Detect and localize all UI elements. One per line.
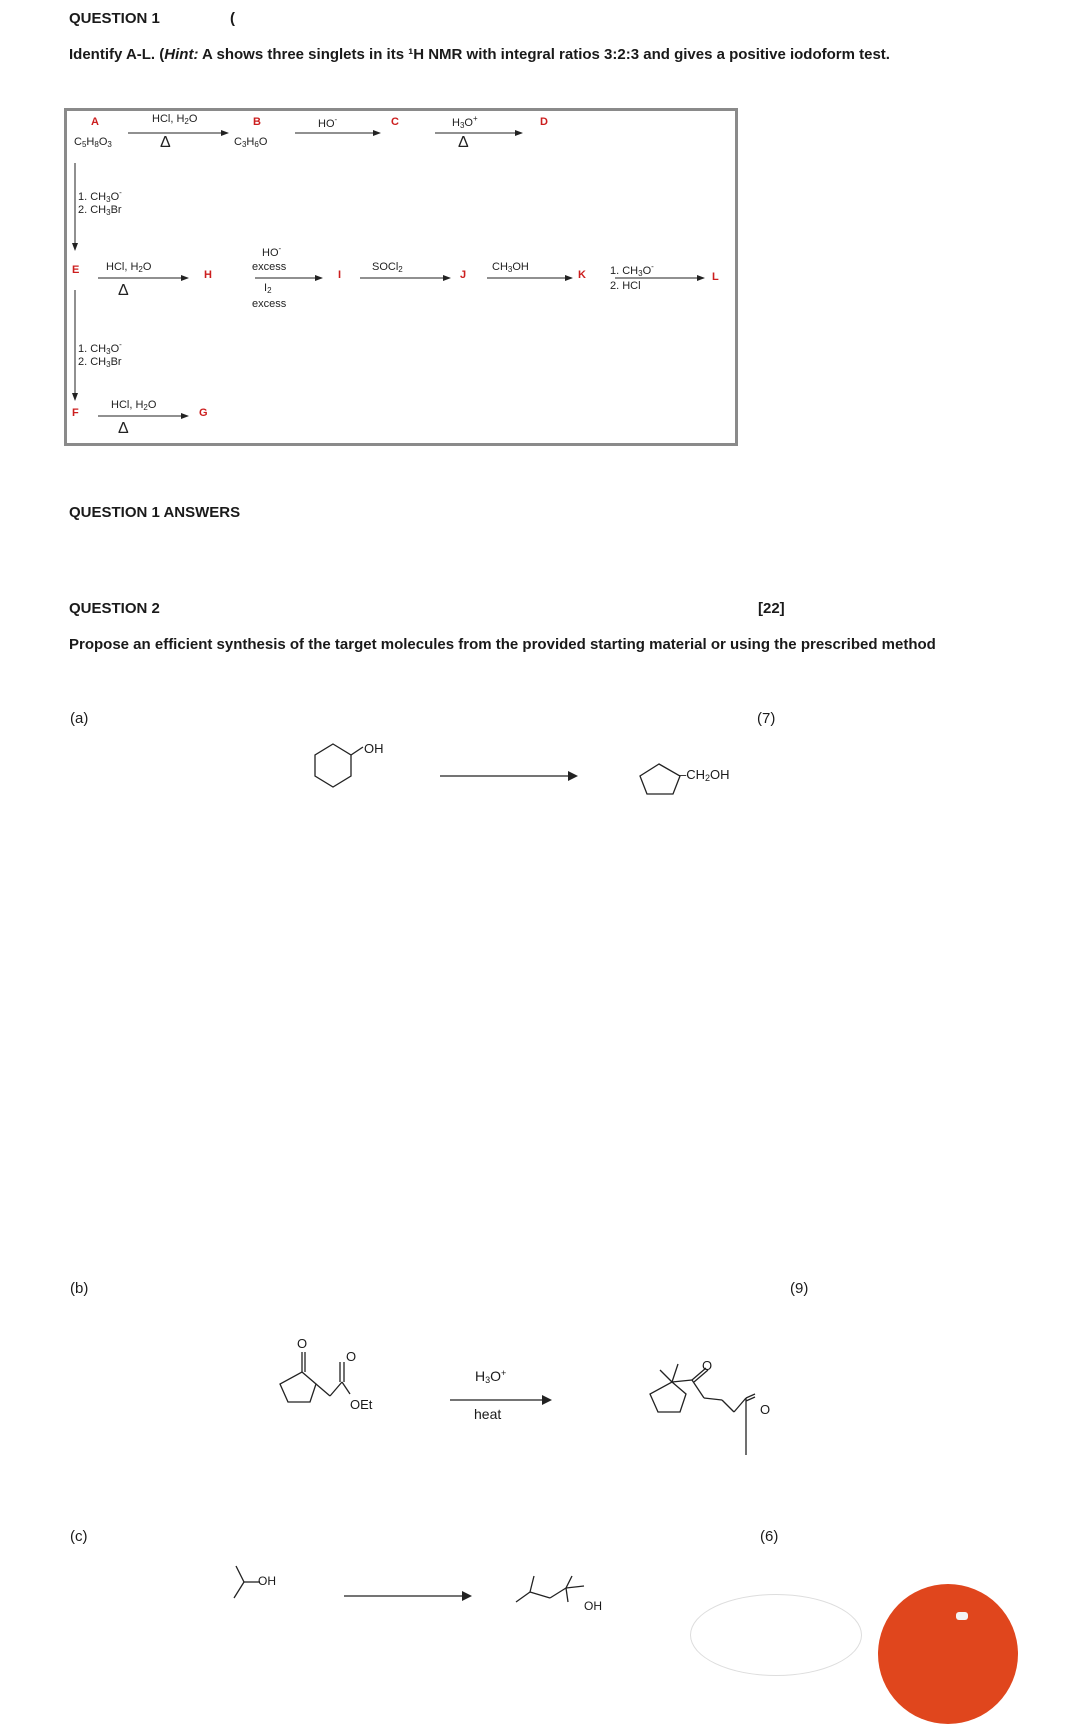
q1-paren: ( xyxy=(230,10,235,27)
delta-f-to-g: Δ xyxy=(118,420,129,437)
label-b: B xyxy=(253,116,261,128)
reagent-h-to-i-excess2: excess xyxy=(252,298,287,310)
part-b-label: (b) xyxy=(70,1280,89,1297)
overlay-pane xyxy=(690,1594,862,1676)
label-h: H xyxy=(204,269,212,281)
formula-a: $C_5H_8O_3$ xyxy=(74,136,112,149)
diketone-product-structure xyxy=(630,1350,800,1460)
part-c-product-oh: OH xyxy=(584,1599,602,1613)
delta-a-to-b: Δ xyxy=(160,134,171,151)
reagent-k-to-l-step2: 2. HCl xyxy=(610,280,641,292)
reagent-j-to-k: $CH_3OH$ xyxy=(492,261,529,274)
part-b-product-o1: O xyxy=(702,1358,713,1373)
q2-title: QUESTION 2 xyxy=(69,600,160,617)
label-g: G xyxy=(199,407,208,419)
part-b-ketone-o: O xyxy=(297,1336,308,1351)
part-c-label: (c) xyxy=(70,1528,88,1545)
fab-icon xyxy=(956,1612,968,1620)
q1-answers-title: QUESTION 1 ANSWERS xyxy=(69,504,241,521)
part-c-marks: (6) xyxy=(760,1528,779,1545)
label-f: F xyxy=(72,407,79,419)
part-b-reagent-bottom: heat xyxy=(474,1406,502,1422)
part-b-reagent-top: $H_3O^+$ xyxy=(475,1368,507,1385)
delta-c-to-d: Δ xyxy=(458,134,469,151)
label-j: J xyxy=(460,269,467,281)
part-a-start-oh: OH xyxy=(364,741,384,756)
reagent-e-to-h: HCl, $H_2O$ xyxy=(106,261,152,274)
q1-title: QUESTION 1 xyxy=(69,10,160,27)
part-b-oet: OEt xyxy=(350,1397,373,1412)
label-d: D xyxy=(540,116,548,128)
reagent-b-to-c: HO- xyxy=(318,115,338,130)
part-c-arrow xyxy=(344,1590,474,1602)
part-b-product-o2: O xyxy=(760,1402,771,1417)
label-k: K xyxy=(578,269,586,281)
reagent-a-to-e-step1: 1. $CH_3O^-$ xyxy=(78,188,122,204)
floating-action-button[interactable] xyxy=(878,1584,1018,1724)
part-b-arrow xyxy=(450,1394,555,1406)
reagent-a-to-e-step2: 2. $CH_3Br$ xyxy=(78,204,122,217)
reagent-i-to-j: SOCl$_2$ xyxy=(372,261,403,274)
q2-marks: [22] xyxy=(758,600,785,617)
reagent-e-to-f-step1: 1. $CH_3O^-$ xyxy=(78,340,122,356)
part-a-arrow xyxy=(440,770,580,782)
label-e: E xyxy=(72,264,80,276)
q1-intro: Identify A-L. (Hint: A shows three singlets in its ¹H NMR with integral ratios 3:2:3 and gives a positive iodoform test. xyxy=(69,46,890,63)
reagent-f-to-g: HCl, $H_2O$ xyxy=(111,399,157,412)
part-a-label: (a) xyxy=(70,710,89,727)
part-c-start-oh: OH xyxy=(258,1574,276,1588)
delta-e-to-h: Δ xyxy=(118,282,129,299)
part-a-target: $-CH_2OH$ xyxy=(679,767,730,783)
label-a: A xyxy=(91,116,99,128)
reagent-h-to-i-i2: $I_2$ xyxy=(264,282,272,295)
q2-intro: Propose an efficient synthesis of the target molecules from the provided starting material or using the prescribed method xyxy=(69,636,936,653)
label-i: I xyxy=(338,269,342,281)
part-b-marks: (9) xyxy=(790,1280,809,1297)
reagent-a-to-b: HCl, $H_2O$ xyxy=(152,113,198,126)
reagent-e-to-f-step2: 2. $CH_3Br$ xyxy=(78,356,122,369)
label-c: C xyxy=(391,116,399,128)
cyclohexanol-structure xyxy=(300,730,420,800)
reagent-k-to-l-step1: 1. $CH_3O^-$ xyxy=(610,262,654,278)
part-b-ester-o: O xyxy=(346,1349,357,1364)
label-l: L xyxy=(712,271,719,283)
reagent-c-to-d: $H_3O^+$ xyxy=(452,114,478,130)
reagent-h-to-i-excess1: excess xyxy=(252,261,287,273)
reagent-h-to-i-ho: HO- xyxy=(262,244,282,259)
formula-b: $C_3H_6O$ xyxy=(234,136,268,149)
part-a-marks: (7) xyxy=(757,710,776,727)
